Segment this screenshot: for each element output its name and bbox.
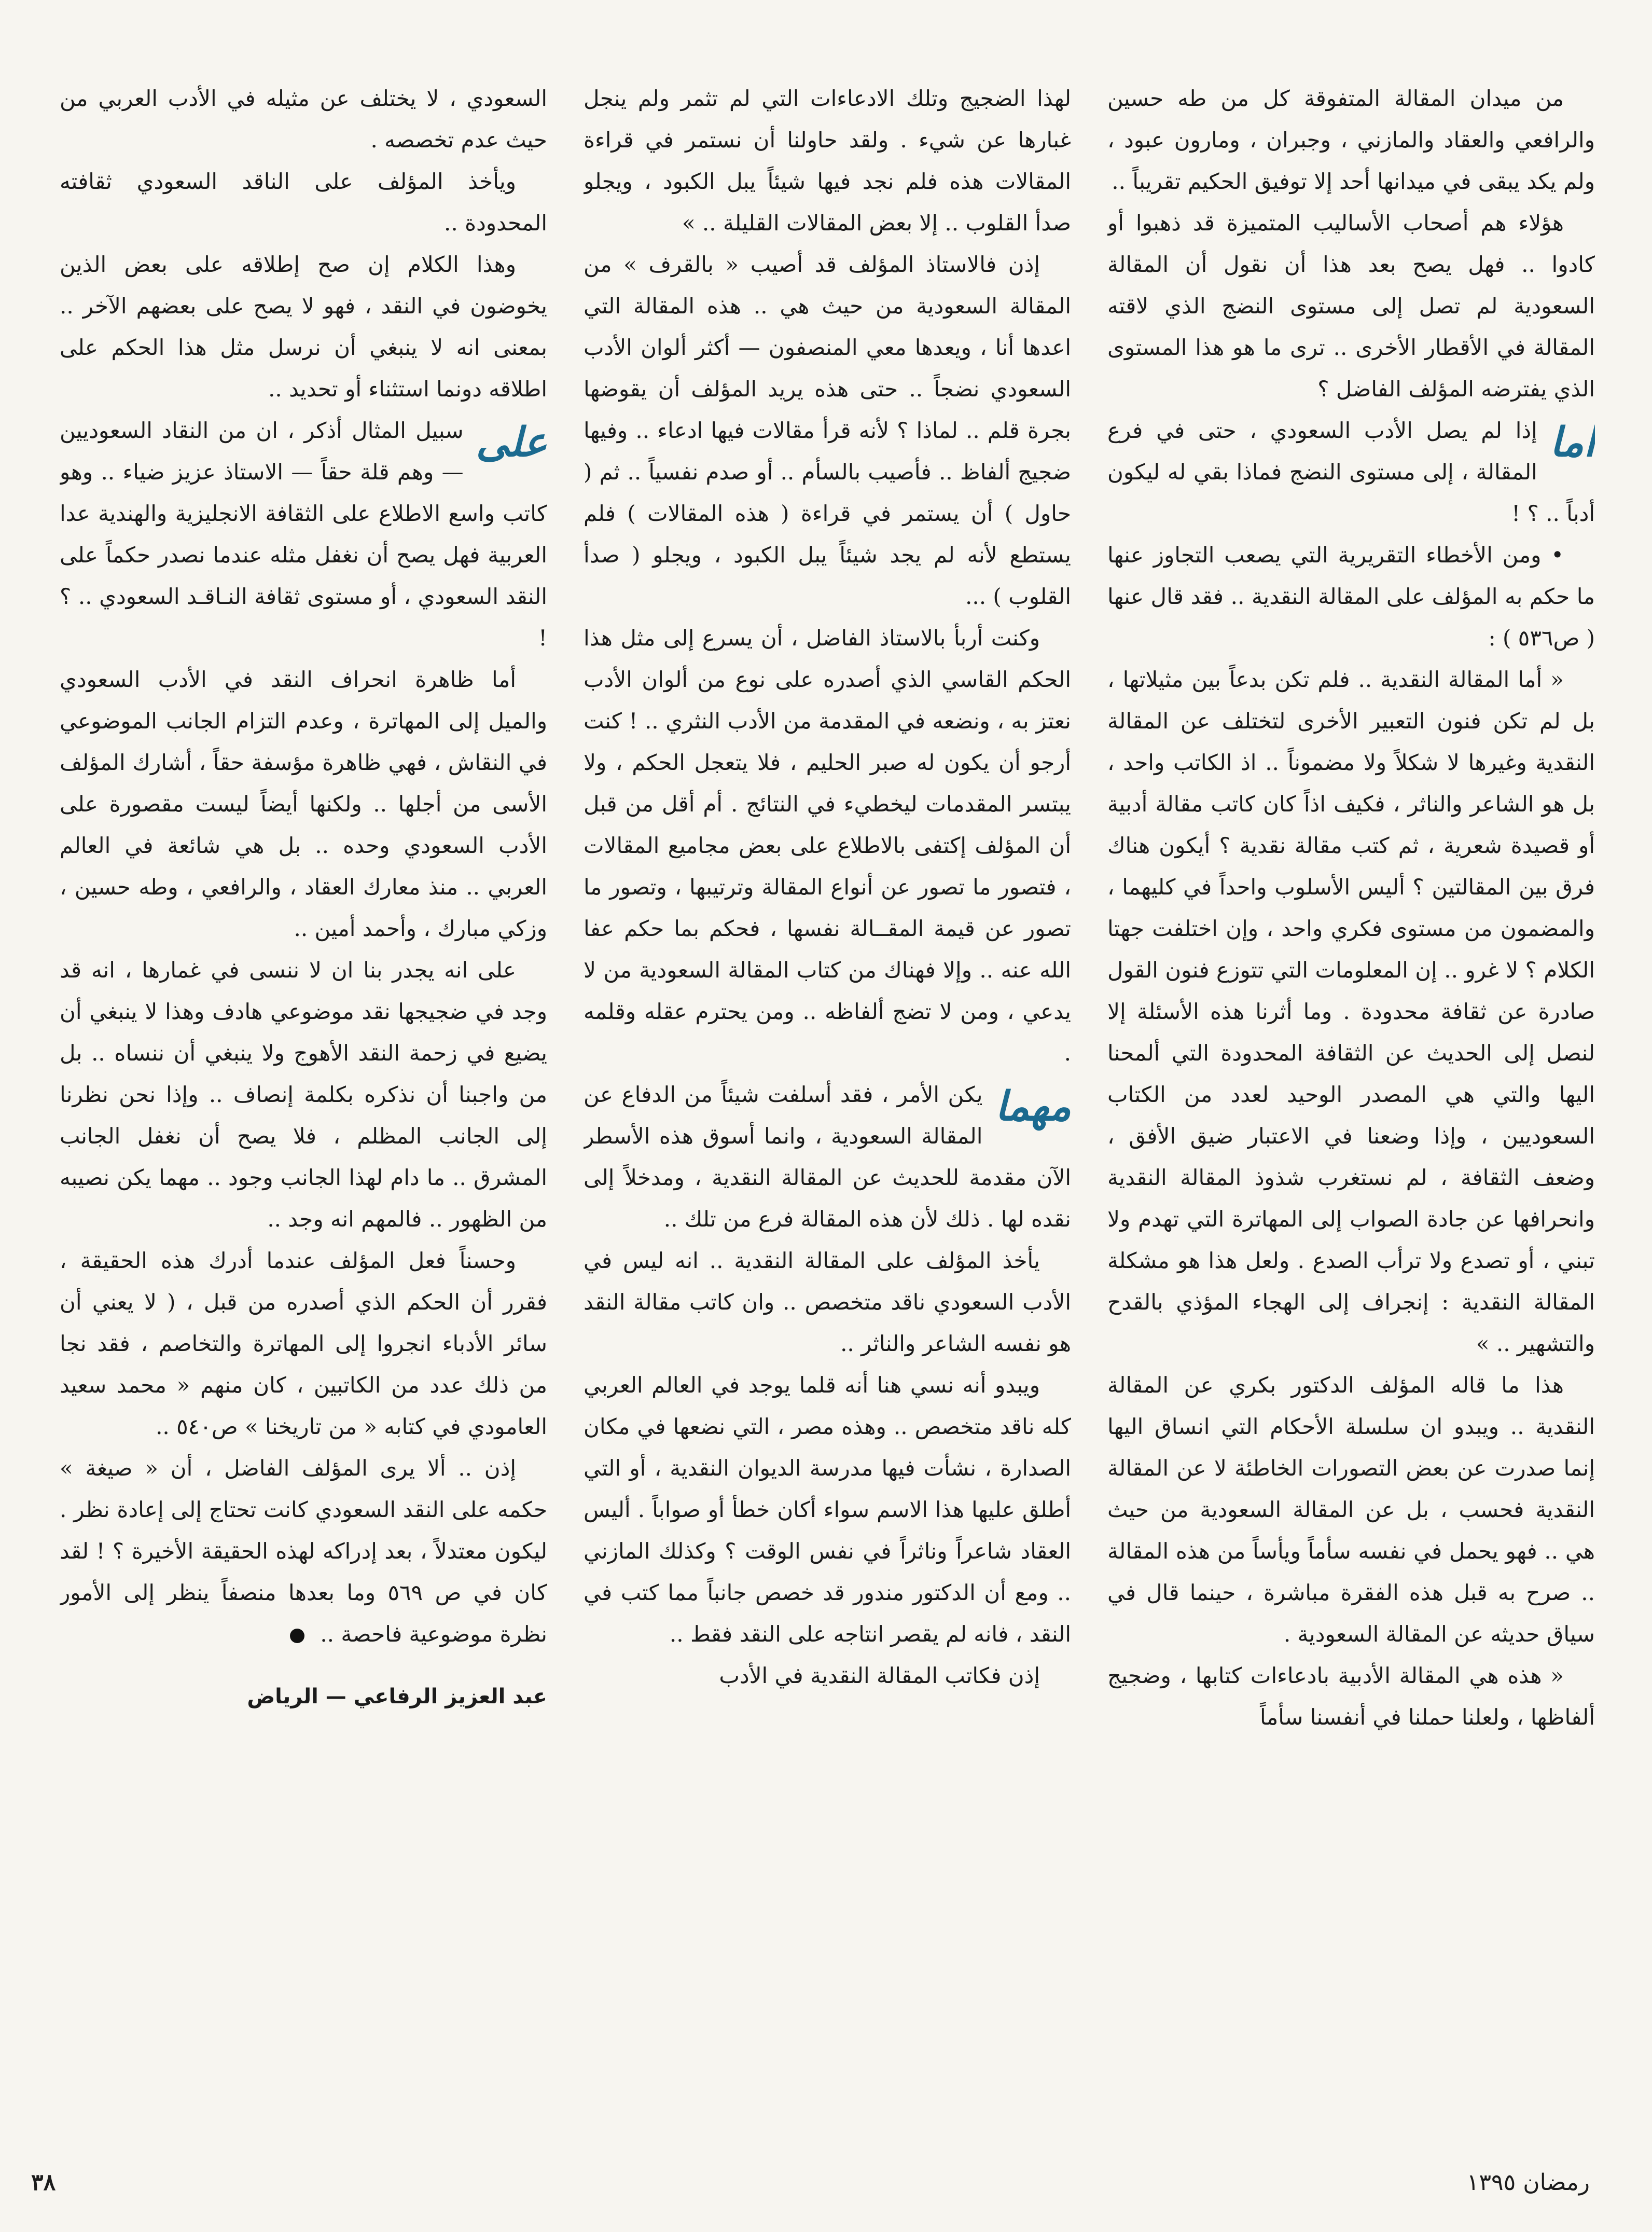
- article-paragraph: [1107, 410, 1595, 534]
- paragraph-text: السعودي ، لا يختلف عن مثيله في الأدب العربي من حيث عدم تخصصه .: [60, 86, 547, 153]
- paragraph-text: هذا ما قاله المؤلف الدكتور بكري عن المقالة النقدية .. ويبدو ان سلسلة الأحكام التي انساق اليها إنما صدرت عن بعض التصورات الخاطئة لا عن المقالة النقدية فحسب ، بل عن المقالة السعودية من حيث هي .. فهو يحمل في نفسه سأماً ويأساً من هذه المقالة .. صرح به قبل هذه الفقرة مباشرة ، حينما قال في سياق حديثه عن المقالة السعودية .: [1107, 1372, 1595, 1647]
- column-middle: [584, 78, 1071, 2044]
- paragraph-text: « أما المقالة النقدية .. فلم تكن بدعاً بين مثيلاتها ، بل لم تكن فنون التعبير الأخرى لتختلف عن المقالة النقدية وغيرها لا شكلاً ولا مضموناً .. اذ الكاتب واحد ، بل هو الشاعر والناثر ، فكيف اذاً كان كاتب مقالة أدبية أو قصيدة شعرية ، ثم كتب مقالة نقدية ؟ أيكون هناك فرق بين المقالتين ؟ أليس الأسلوب واحداً في كليهما ، والمضمون من مستوى فكري واحد ، وإن اختلفت جهتا الكلام ؟ لا غرو .. إن المعلومات التي تتوزع فنون القول صادرة عن ثقافة محدودة . وما أثرنا هذه الأسئلة إلا لنصل إلى الحديث عن الثقافة المحدودة التي ألمحنا اليها والتي هي المصدر الوحيد لعدد من الكتاب السعوديين ، وإذا وضعنا في الاعتبار ضيق الأفق ، وضعف الثقافة ، لم نستغرب شذوذ المقالة النقدية وانحرافها عن جادة الصواب إلى المهاترة التي تهدم ولا تبني ، أو تصدع ولا ترأب الصدع . ولعل هذا هو مشكلة المقالة النقدية : إنجراف إلى الهجاء المؤذي بالقدح والتشهير .. »: [1107, 667, 1595, 1356]
- article-paragraph: [60, 410, 547, 659]
- article-paragraph: [60, 161, 547, 244]
- paragraph-text: وكنت أربأ بالاستاذ الفاضل ، أن يسرع إلى مثل هذا الحكم القاسي الذي أصدره على نوع من ألوان الأدب نعتز به ، ونضعه في المقدمة من الأدب النثري .. ! كنت أرجو أن يكون له صبر الحليم ، فلا يتعجل الحكم ، ولا يبتسر المقدمات ليخطيء في النتائج . أم أقل من قبل أن المؤلف إكتفى بالاطلاع على بعض مجاميع المقالات ، فتصور ما تصور عن أنواع المقالة وترتيبها ، وتصور ما تصور عن قيمة المقــالة نفسها ، فحكم بما حكم عفا الله عنه .. وإلا فهناك من كتاب المقالة السعودية من لا يدعي ، ومن لا تضج ألفاظه .. ومن يحترم عقله وقلمه .: [584, 625, 1071, 1066]
- paragraph-text: لهذا الضجيج وتلك الادعاءات التي لم تثمر ولم ينجل غبارها عن شيء . ولقد حاولنا أن نستمر في قراءة المقالات هذه فلم نجد فيها شيئاً يبل الكبود ، ويجلو صدأ القلوب .. إلا بعض المقالات القليلة .. »: [584, 86, 1071, 236]
- article-paragraph: [60, 1240, 547, 1448]
- article-paragraph: [60, 949, 547, 1240]
- decorative-initial-word: مهما: [995, 1083, 1071, 1130]
- paragraph-text: أما ظاهرة انحراف النقد في الأدب السعودي والميل إلى المهاترة ، وعدم التزام الجانب الموضوعي في النقاش ، فهي ظاهرة مؤسفة حقاً ، أشارك المؤلف الأسى من أجلها .. ولكنها أيضاً ليست مقصورة على الأدب السعودي وحده .. بل هي شائعة في العالم العربي .. منذ معارك العقاد ، والرافعي ، وطه حسين ، وزكي مبارك ، وأحمد أمين ..: [60, 667, 547, 941]
- article-end-bullet: [290, 1629, 304, 1643]
- article-paragraph: [1107, 534, 1595, 659]
- article-paragraph: [1107, 78, 1595, 202]
- paragraph-text: وهذا الكلام إن صح إطلاقه على بعض الذين يخوضون في النقد ، فهو لا يصح على بعضهم الآخر .. بمعنى انه لا ينبغي أن نرسل مثل هذا الحكم على اطلاقه دونما استثناء أو تحديد ..: [60, 252, 547, 402]
- page-number: ٣٨: [31, 2169, 56, 2196]
- article-paragraph: [584, 1074, 1071, 1240]
- paragraph-text: إذن فكاتب المقالة النقدية في الأدب: [719, 1663, 1040, 1688]
- paragraph-text: يكن الأمر ، فقد أسلفت شيئاً من الدفاع عن المقالة السعودية ، وانما أسوق هذه الأسطر الآن مقدمة للحديث عن المقالة النقدية ، ومدخلاً إلى نقده لها . ذلك لأن هذه المقالة فرع من تلك ..: [584, 1082, 1071, 1232]
- page-footer: [0, 2154, 1652, 2196]
- article-paragraph: [584, 1240, 1071, 1365]
- paragraph-text: • ومن الأخطاء التقريرية التي يصعب التجاوز عنها ما حكم به المؤلف على المقالة النقدية .. فقد قال عنها ( ص٥٣٦ ) :: [1107, 542, 1595, 651]
- paragraph-text: ويبدو أنه نسي هنا أنه قلما يوجد في العالم العربي كله ناقد متخصص .. وهذه مصر ، التي نضعها في مكان الصدارة ، نشأت فيها مدرسة الديوان النقدية ، أو التي أطلق عليها هذا الاسم سواء أكان خطأ أو صواباً . أليس العقاد شاعراً وناثراً في نفس الوقت ؟ وكذلك المازني .. ومع أن الدكتور مندور قد خصص جانباً مما كتب في النقد ، فانه لم يقصر انتاجه على النقد فقط ..: [584, 1372, 1071, 1647]
- column-left: [60, 78, 547, 2044]
- article-paragraph: [1107, 1365, 1595, 1655]
- article-paragraph: [60, 78, 547, 161]
- article-paragraph: [1107, 659, 1595, 1365]
- issue-date: رمضان ١٣٩٥: [1466, 2169, 1590, 2196]
- article-paragraph: [1107, 202, 1595, 410]
- paragraph-text: هؤلاء هم أصحاب الأساليب المتميزة قد ذهبوا أو كادوا .. فهل يصح بعد هذا أن نقول أن المقالة السعودية لم تصل إلى مستوى النضج الذي لاقته المقالة في الأقطار الأخرى .. ترى ما هو هذا المستوى الذي يفترضه المؤلف الفاضل ؟: [1107, 210, 1595, 402]
- article-paragraph: [60, 659, 547, 949]
- paragraph-text: « هذه هي المقالة الأدبية بادعاءات كتابها ، وضجيج ألفاظها ، ولعلنا حملنا في أنفسنا سأماً: [1107, 1663, 1595, 1730]
- decorative-initial-word: على: [476, 419, 547, 466]
- author-signature: عبد العزيز الرفاعي — الرياض: [247, 1685, 547, 1709]
- article-paragraph: [1107, 1655, 1595, 1738]
- column-right: [1107, 78, 1595, 2044]
- paragraph-text: سبيل المثال أذكر ، ان من النقاد السعوديين — وهم قلة حقاً — الاستاذ عزيز ضياء .. وهو كاتب واسع الاطلاع على الثقافة الانجليزية والهندية عدا العربية فهل يصح أن نغفل مثله عندما نصدر حكماً على النقد السعودي ، أو مستوى ثقافة النـاقـد السعودي .. ؟ !: [60, 418, 547, 651]
- article-paragraph: [584, 1365, 1071, 1655]
- article-paragraph: [584, 1655, 1071, 1697]
- paragraph-text: إذن .. ألا يرى المؤلف الفاضل ، أن « صيغة » حكمه على النقد السعودي كانت تحتاج إلى إعادة نظر . ليكون معتدلاً ، بعد إدراكه لهذه الحقيقة الأخيرة ؟ ! لقد كان في ص ٥٦٩ وما بعدها منصفاً ينظر إلى الأمور نظرة موضوعية فاحصة ..: [60, 1455, 547, 1647]
- decorative-initial-word: اما: [1549, 419, 1595, 466]
- paragraph-text: يأخذ المؤلف على المقالة النقدية .. انه ليس في الأدب السعودي ناقد متخصص .. وان كاتب مقالة النقد هو نفسه الشاعر والناثر ..: [584, 1248, 1071, 1356]
- paragraph-text: إذن فالاستاذ المؤلف قد أصيب « بالقرف » من المقالة السعودية من حيث هي .. هذه المقالة التي اعدها أنا ، ويعدها معي المنصفون — أكثر ألوان الأدب السعودي نضجاً .. حتى هذه يريد المؤلف أن يقوضها بجرة قلم .. لماذا ؟ لأنه قرأ مقالات فيها ادعاء .. وفيها ضجيج ألفاظ .. فأصيب بالسأم .. أو صدم نفسياً .. ثم ( حاول ) أن يستمر في قراءة ( هذه المقالات ) فلم يستطع لأنه لم يجد شيئاً يبل الكبود ، ويجلو ( صدأ القلوب ) ...: [584, 252, 1071, 609]
- paragraph-text: وحسناً فعل المؤلف عندما أدرك هذه الحقيقة ، فقرر أن الحكم الذي أصدره من قبل ، ( لا يعني أن سائر الأدباء انجروا إلى المهاترة والتخاصم ، فقد نجا من ذلك عدد من الكاتبين ، كان منهم « محمد سعيد العامودي في كتابه « من تاريخنا » ص٥٤٠ ..: [60, 1248, 547, 1439]
- article-paragraph: [60, 1448, 547, 1655]
- article-paragraph: [584, 244, 1071, 617]
- paragraph-text: ويأخذ المؤلف على الناقد السعودي ثقافته المحدودة ..: [60, 169, 547, 236]
- paragraph-text: من ميدان المقالة المتفوقة كل من طه حسين والرافعي والعقاد والمازني ، وجبران ، ومارون عبود ، ولم يكد يبقى في ميدانها أحد إلا توفيق الحكيم تقريباً ..: [1107, 86, 1595, 194]
- paragraph-text: إذا لم يصل الأدب السعودي ، حتى في فرع المقالة ، إلى مستوى النضج فماذا بقي له ليكون أدباً .. ؟ !: [1107, 418, 1595, 526]
- article-paragraph: [60, 244, 547, 410]
- article-paragraph: [584, 617, 1071, 1074]
- paragraph-text: على انه يجدر بنا ان لا ننسى في غمارها ، انه قد وجد في ضجيجها نقد موضوعي هادف وهذا لا ينبغي أن يضيع في زحمة النقد الأهوج ولا ينبغي أن ننساه .. بل من واجبنا أن نذكره بكلمة إنصاف .. وإذا نحن نظرنا إلى الجانب المظلم ، فلا يصح أن نغفل الجانب المشرق .. ما دام لهذا الجانب وجود .. مهما يكن نصيبه من الظهور .. فالمهم انه وجد ..: [60, 957, 547, 1232]
- article-paragraph: [584, 78, 1071, 244]
- article-columns: [60, 78, 1595, 2044]
